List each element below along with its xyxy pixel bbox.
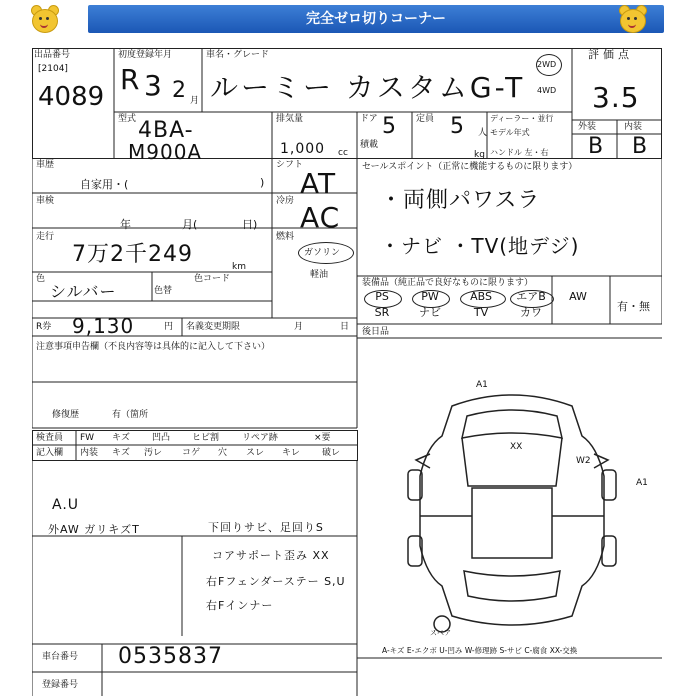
equip-tv: TV [473, 306, 489, 319]
displacement-value: 1,000 [280, 141, 326, 157]
entry-hole: 穴 [218, 448, 228, 458]
usage-label: 車歴 [36, 160, 55, 170]
equip-pw: PW [421, 290, 439, 303]
interior-grade: B [632, 134, 649, 159]
equip-ps: PS [375, 290, 389, 303]
sales-point-2: ・ナビ ・TV(地デジ) [380, 234, 580, 258]
entry-label: 記入欄 [36, 448, 64, 458]
mascot-right-icon [618, 4, 646, 34]
diagram-mark-w2: W2 [576, 456, 591, 466]
inspection-year: 年 [120, 218, 131, 231]
entry-dirt: 汚レ [144, 448, 163, 458]
drive-2wd: 2WD [537, 60, 557, 69]
exterior-label: 外装 [578, 122, 597, 132]
ac-label: 冷房 [276, 196, 295, 206]
inspector-repair: リペア跡 [242, 433, 278, 443]
color-no-label: 色替 [154, 286, 173, 296]
color-label: 色 [36, 274, 46, 284]
entry-burn: コゲ [182, 448, 201, 458]
ac-value: AC [300, 201, 341, 234]
capacity-unit: 人 [478, 128, 488, 138]
year-value: 3 [144, 69, 163, 102]
capacity-value: 5 [450, 114, 465, 139]
equip-leather: カワ [520, 306, 542, 319]
score-label: 評価点 [588, 48, 633, 61]
handle-label: ハンドル 左・右 [490, 148, 549, 157]
model-line1: 4BA- [138, 118, 194, 143]
notes-label: 注意事項申告欄（不良内容等は具体的に記入して下さい） [36, 342, 271, 352]
car-name: ルーミー カスタムG-T [210, 71, 526, 104]
fuel-light: 軽油 [310, 270, 329, 280]
auction-sheet [32, 46, 662, 696]
chassis-value: 0535837 [118, 644, 223, 669]
inspector-crack: ヒビ割 [192, 433, 220, 443]
exterior-grade: B [588, 134, 605, 159]
doors-label: ドア [360, 114, 378, 124]
legend-text: A-キズ E-エクボ U-凹み W-修理跡 S-サビ C-腐食 XX-交換 [382, 646, 578, 655]
fuel-label: 燃料 [276, 232, 295, 242]
equip-abs: ABS [470, 290, 492, 303]
doors-value: 5 [382, 114, 397, 139]
capacity-label: 定員 [416, 114, 435, 124]
inspector-dent: 凹凸 [152, 433, 171, 443]
entry-rub: スレ [246, 448, 265, 458]
equip-label: 装備品（純正品で良好なものに限ります） [362, 278, 534, 288]
note-3: 下回りサビ、足回りS [208, 521, 324, 534]
page-title: 完全ゼロ切りコーナー [88, 5, 664, 33]
dealer-label: ディーラー・並行 [490, 114, 554, 123]
entry-scratch: キズ [112, 448, 130, 458]
equip-aw: AW [569, 290, 587, 303]
mascot-left-icon [30, 4, 58, 34]
load-unit: kg [474, 150, 485, 160]
diagram-mark-xx: XX [510, 442, 523, 452]
equip-yesno: 有・無 [617, 300, 650, 313]
entry-break: 破レ [322, 448, 341, 458]
load-label: 積載 [360, 140, 379, 150]
entry-interior: 内装 [80, 448, 99, 458]
month-value: 2 [172, 78, 187, 103]
mileage-unit: km [232, 262, 246, 272]
sales-point-label: セールスポイント（正常に機能するものに限ります） [362, 162, 578, 172]
inspection-label: 車検 [36, 196, 55, 206]
era-value: R [120, 63, 141, 96]
repair-value: 有（箇所 [112, 410, 149, 420]
shift-label: シフト [276, 160, 304, 170]
usage-close: ) [260, 176, 265, 189]
inspector-label: 検査員 [36, 433, 64, 443]
inspection-month: 月( [182, 218, 198, 231]
note-6: 右Fインナー [206, 599, 274, 612]
equip-airbag-circle [510, 290, 554, 308]
sales-point-1: ・両側パワスラ [380, 188, 541, 213]
model-line2: M900A [128, 140, 203, 164]
displacement-label: 排気量 [276, 114, 304, 124]
displacement-unit: cc [338, 148, 348, 158]
lot-number: 4089 [38, 82, 105, 112]
drive-4wd: 4WD [537, 86, 557, 95]
note-1: A.U [52, 497, 80, 513]
registration-label: 登録番号 [42, 680, 79, 690]
note-4: コアサポート歪み XX [212, 549, 330, 562]
equip-sr: SR [374, 306, 390, 319]
recycle-label: R券 [36, 322, 52, 332]
model-label: 型式 [118, 114, 137, 124]
mileage-value: 7万2千249 [72, 242, 193, 267]
note-2: 外AW ガリキズT [48, 523, 140, 536]
name-change-day: 日 [340, 322, 350, 332]
chassis-label: 車台番号 [42, 652, 79, 662]
entry-tear: キレ [282, 448, 300, 458]
remarks-label: 後日品 [362, 327, 390, 337]
color-value: シルバー [50, 282, 117, 301]
name-change-month: 月 [294, 322, 304, 332]
interior-label: 内装 [624, 122, 643, 132]
month-unit: 月 [190, 96, 200, 106]
repair-label: 修復歴 [52, 410, 80, 420]
inspector-scratch: キズ [112, 433, 130, 443]
score-value: 3.5 [592, 81, 640, 114]
equip-navi: ナビ [419, 306, 441, 319]
diagram-mark-a1-front: A1 [476, 380, 488, 390]
diagram-mark-a1-side: A1 [636, 478, 648, 488]
lot-sub: [2104] [38, 64, 68, 74]
usage-value: 自家用・( [80, 178, 129, 191]
recycle-value: 9,130 [72, 314, 135, 338]
inspection-day: 日) [242, 218, 258, 231]
first-reg-label: 初度登録年月 [118, 50, 173, 60]
color-code-label: 色コード [194, 274, 231, 284]
inspector-need: ×要 [314, 433, 331, 443]
inspector-fw: FW [80, 433, 95, 443]
equip-abs-circle [460, 290, 506, 308]
name-change-label: 名義変更期限 [186, 322, 241, 332]
note-5: 右Fフェンダーステー S,U [206, 575, 346, 588]
diagram-mark-spare: スペア [430, 629, 451, 637]
mileage-label: 走行 [36, 232, 55, 242]
recycle-unit: 円 [164, 322, 174, 332]
header [0, 0, 700, 38]
model-year-label: モデル年式 [490, 128, 530, 137]
car-name-label: 車名・グレード [206, 50, 270, 60]
fuel-gas: ガソリン [304, 248, 341, 258]
equip-pw-circle [412, 290, 450, 308]
equip-airbag: エアB [516, 290, 546, 303]
shift-value: AT [300, 167, 337, 200]
car-diagram [372, 376, 652, 636]
equip-ps-circle [364, 290, 402, 308]
lot-label: 出品番号 [34, 50, 71, 60]
